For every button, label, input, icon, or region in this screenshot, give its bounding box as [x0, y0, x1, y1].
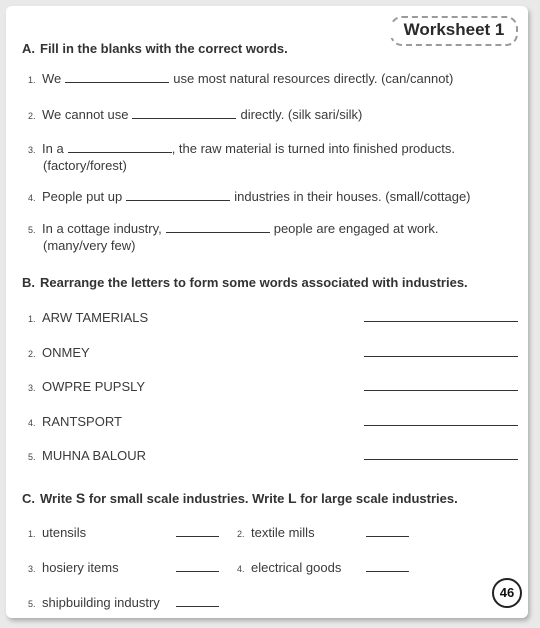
section-c-heading: C. Write S for small scale industries. Write L for large scale industries.: [22, 490, 458, 506]
page-number: 46: [492, 578, 522, 608]
section-a-heading: A. Fill in the blanks with the correct words.: [22, 41, 288, 56]
section-c-item-5: 5. shipbuilding industry: [28, 595, 160, 610]
answer-line[interactable]: [364, 425, 518, 426]
answer-line[interactable]: [364, 459, 518, 460]
worksheet-label: [390, 16, 518, 46]
answer-line[interactable]: [366, 571, 409, 572]
section-b-item-2: 2. ONMEY: [28, 345, 90, 360]
section-c-item-2: 2. textile mills: [237, 525, 315, 540]
section-a-question-5-options: (many/very few): [43, 238, 136, 253]
section-b-item-1: 1. ARW TAMERIALS: [28, 310, 149, 325]
answer-line[interactable]: [364, 390, 518, 391]
section-a-question-3: 3. In a , the raw material is turned into finished products.: [28, 141, 455, 156]
worksheet-label-text: Worksheet 1: [403, 20, 505, 39]
answer-blank[interactable]: [68, 140, 172, 153]
section-a-question-5: 5. In a cottage industry, people are engaged at work.: [28, 221, 439, 236]
section-a-question-4: 4. People put up industries in their houses. (small/cottage): [28, 189, 471, 204]
answer-line[interactable]: [364, 321, 518, 322]
section-b-item-5: 5. MUHNA BALOUR: [28, 448, 147, 463]
section-c-item-4: 4. electrical goods: [237, 560, 342, 575]
worksheet-page: [6, 6, 528, 618]
section-b-heading: B. Rearrange the letters to form some words associated with industries.: [22, 275, 468, 290]
section-a-question-3-options: (factory/forest): [43, 158, 127, 173]
answer-line[interactable]: [366, 536, 409, 537]
answer-blank[interactable]: [132, 106, 236, 119]
section-a-question-2: 2. We cannot use directly. (silk sari/silk): [28, 107, 363, 122]
section-b-item-4: 4. RANTSPORT: [28, 414, 122, 429]
answer-line[interactable]: [176, 571, 219, 572]
answer-line[interactable]: [364, 356, 518, 357]
answer-blank[interactable]: [126, 188, 230, 201]
section-c-item-3: 3. hosiery items: [28, 560, 119, 575]
answer-blank[interactable]: [65, 70, 169, 83]
section-c-item-1: 1. utensils: [28, 525, 87, 540]
answer-line[interactable]: [176, 606, 219, 607]
section-b-item-3: 3. OWPRE PUPSLY: [28, 379, 146, 394]
section-a-question-1: 1. We use most natural resources directly. (can/cannot): [28, 71, 454, 86]
answer-line[interactable]: [176, 536, 219, 537]
answer-blank[interactable]: [166, 220, 270, 233]
